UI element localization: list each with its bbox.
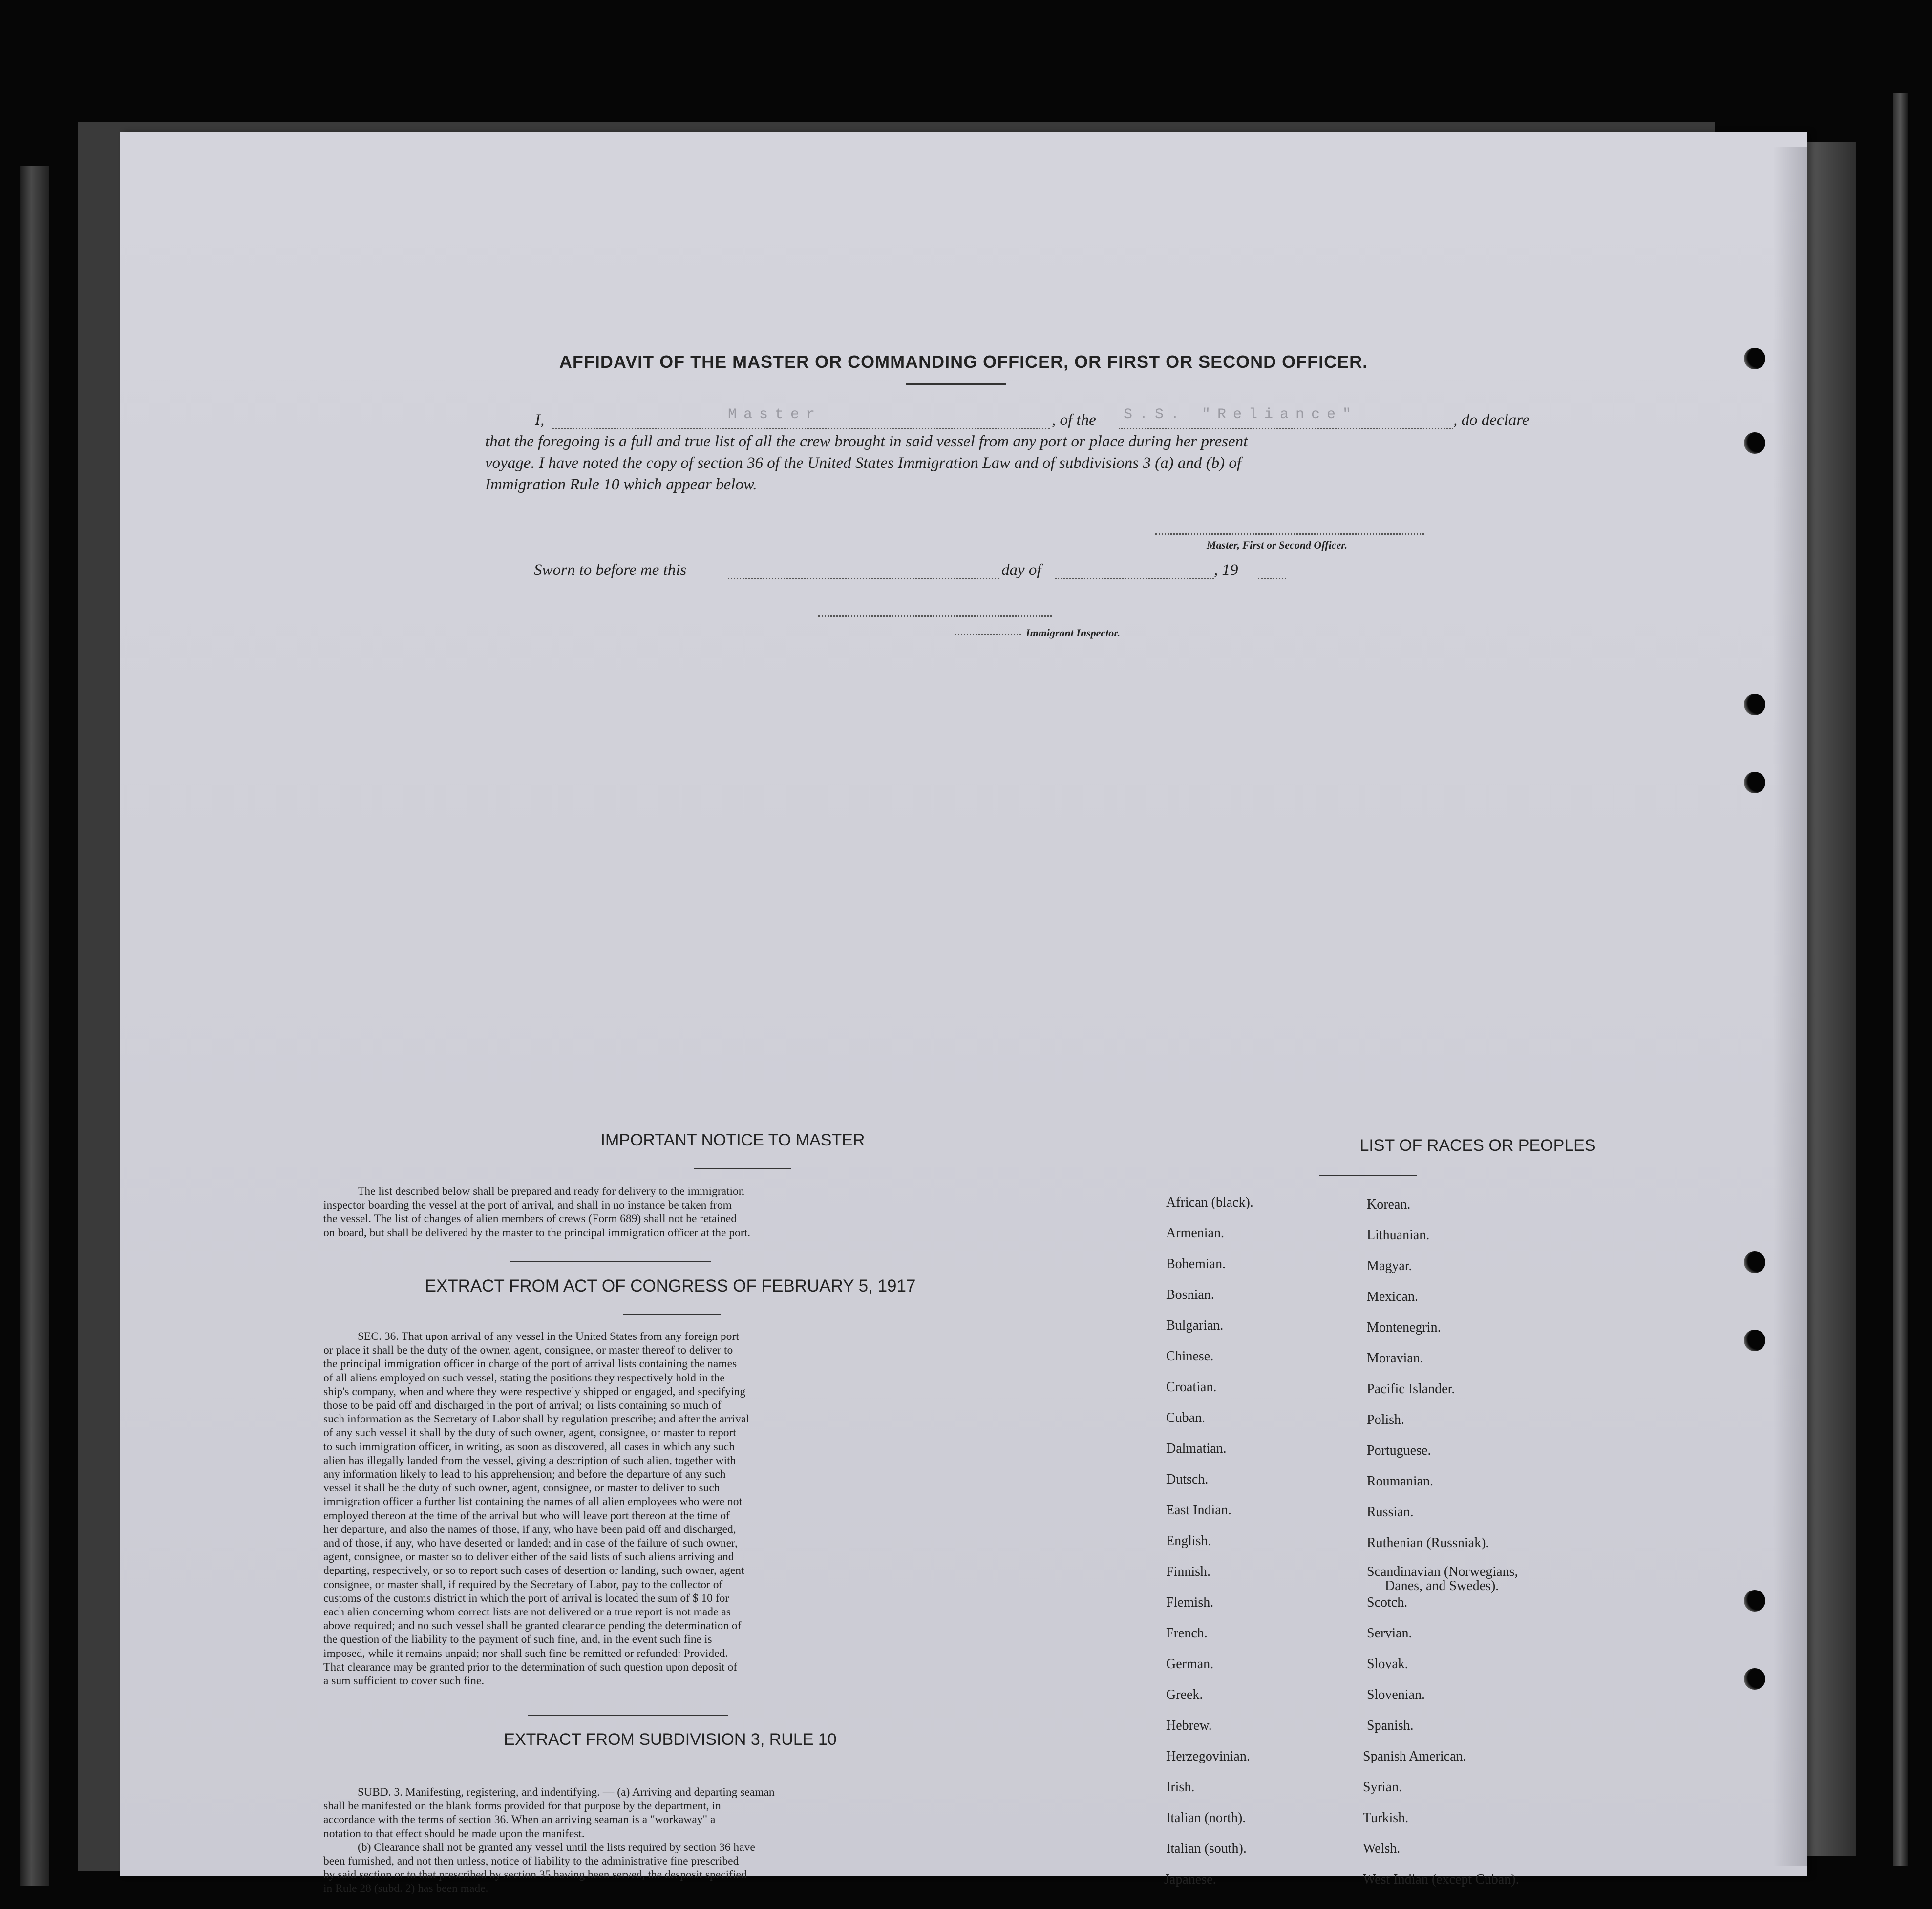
race-item: Slovak. [1367, 1656, 1408, 1672]
act-rule [623, 1314, 721, 1315]
act-heading: EXTRACT FROM ACT OF CONGRESS OF FEBRUARY 5, 1917 [425, 1276, 916, 1295]
act-line: SEC. 36. That upon arrival of any vessel in the United States from any foreign port [358, 1330, 739, 1343]
rule-line: shall be manifested on the blank forms provided for that purpose by the department, in [323, 1800, 721, 1813]
race-item: Scotch. [1367, 1595, 1408, 1610]
race-item: Korean. [1367, 1197, 1411, 1212]
inspector-caption: Immigrant Inspector. [1026, 627, 1121, 639]
race-item: Slovenian. [1367, 1687, 1425, 1702]
race-item: Italian (north). [1166, 1810, 1246, 1825]
race-item: Lithuanian. [1367, 1228, 1430, 1243]
race-item: Magyar. [1367, 1258, 1412, 1273]
affidavit-line-4: Immigration Rule 10 which appear below. [485, 476, 757, 493]
race-item: Russian. [1367, 1505, 1414, 1520]
rule-heading: EXTRACT FROM SUBDIVISION 3, RULE 10 [504, 1730, 837, 1749]
binder-hole [1744, 694, 1765, 715]
act-line: agent, consignee, or master so to deliver either of the said lists of such aliens arriving and [323, 1550, 734, 1564]
binder-hole [1744, 1668, 1765, 1690]
race-item: West Indian (except Cuban). [1363, 1872, 1519, 1887]
signature-caption: Master, First or Second Officer. [1207, 539, 1348, 551]
act-line: imposed, while it remains unpaid; nor shall such fine be remitted or refunded: Provided. [323, 1647, 728, 1660]
act-line: the principal immigration officer in charge of the port of arrival lists containing the names [323, 1358, 737, 1371]
race-item: Polish. [1367, 1412, 1405, 1427]
officer-name-line [552, 428, 1050, 429]
inspector-short-line [955, 634, 1021, 635]
act-line: any information likely to lead to his apprehension; and before the departure of any such [323, 1468, 726, 1481]
document-page [120, 132, 1807, 1895]
act-line: immigration officer a further list containing the names of all alien employees who were not [323, 1495, 743, 1508]
race-item: Dalmatian. [1166, 1441, 1227, 1456]
affidavit-line-3: voyage. I have noted the copy of section 36 of the United States Immigration Law and of subdivisions 3 (a) and (b) of [485, 454, 1242, 472]
race-item: Irish. [1166, 1780, 1195, 1795]
notice-line: on board, but shall be delivered by the master to the principal immigration officer at the port. [323, 1226, 751, 1239]
sworn-label: Sworn to before me this [534, 561, 687, 579]
sworn-day-line [728, 578, 999, 579]
race-item: Spanish American. [1363, 1749, 1466, 1764]
rule-line: SUBD. 3. Manifesting, registering, and indentifying. — (a) Arriving and departing seaman [358, 1786, 775, 1799]
race-item: Bohemian. [1166, 1256, 1226, 1272]
sworn-year-line [1258, 578, 1286, 579]
race-item: Greek. [1166, 1687, 1203, 1702]
race-item: Japanese. [1164, 1872, 1216, 1887]
race-item: Turkish. [1363, 1810, 1409, 1825]
race-item: Moravian. [1367, 1351, 1423, 1366]
act-line: her departure, and also the names of those, if any, who have been paid off and discharged, [323, 1523, 736, 1536]
rule-line: (b) Clearance shall not be granted any vessel until the lists required by section 36 have [358, 1841, 755, 1854]
rule-line: notation to that effect should be made upon the manifest. [323, 1827, 585, 1840]
race-item: Cuban. [1166, 1410, 1206, 1425]
year-prefix: , 19 [1214, 561, 1238, 579]
act-line: each alien concerning whom correct lists are not delivered or a true report is not made as [323, 1606, 731, 1619]
act-line: a sum sufficient to cover such fine. [323, 1675, 485, 1688]
act-line: those to be paid off and discharged in the port of arrival; or lists containing so much of [323, 1399, 722, 1412]
rule-paragraph [323, 1785, 1015, 1896]
act-line: alien has illegally landed from the vessel, giving a description of such alien, together with [323, 1454, 736, 1467]
act-line: vessel it shall be the duty of such owner, agent, consignee, or master to deliver to such [323, 1482, 720, 1495]
affidavit-i: I, [535, 411, 545, 429]
affidavit-line-2: that the foregoing is a full and true list of all the crew brought in said vessel from any port or place during her present [485, 433, 1248, 450]
rule-line: accordance with the terms of section 36. When an arriving seaman is a "workaway" a [323, 1813, 716, 1826]
race-item: Portuguese. [1367, 1443, 1431, 1458]
race-item: African (black). [1166, 1195, 1253, 1210]
race-item: Bulgarian. [1166, 1318, 1224, 1333]
race-item: Chinese. [1166, 1349, 1214, 1364]
act-line: the question of the liability to the payment of such fine, and, in the event such fine is [323, 1633, 712, 1646]
act-line: ship's company, when and where they were respectively shipped or engaged, and specifying [323, 1385, 746, 1398]
act-line: or place it shall be the duty of the owner, agent, consignee, or master thereof to deliver to [323, 1344, 733, 1357]
race-item: Herzegovinian. [1166, 1749, 1250, 1764]
notice-line: The list described below shall be prepared and ready for delivery to the immigration [358, 1185, 744, 1198]
act-line: employed thereon at the time of the arrival but who will leave port thereon at the time of [323, 1509, 730, 1522]
races-rule [1319, 1175, 1417, 1176]
race-item: German. [1166, 1656, 1214, 1672]
act-line: to such immigration officer, in writing, as soon as discovered, all cases in which any such [323, 1440, 735, 1453]
rule-line: by said section or to that prescribed by section 35 having been served, the desposit specified [323, 1868, 747, 1882]
race-item: Pacific Islander. [1367, 1381, 1455, 1397]
notice-paragraph [323, 1185, 1017, 1240]
notice-line: the vessel. The list of changes of alien members of crews (Form 689) shall not be retained [323, 1212, 737, 1226]
act-line: of any such vessel it shall by the duty of such owner, agent, consignee, or master to report [323, 1426, 736, 1440]
page-fold-shadow [1773, 147, 1807, 1866]
race-item: Montenegrin. [1367, 1320, 1441, 1335]
race-item: Bosnian. [1166, 1287, 1214, 1302]
notice-line: inspector boarding the vessel at the port of arrival, and shall in no instance be taken from [323, 1199, 732, 1212]
notice-heading: IMPORTANT NOTICE TO MASTER [600, 1131, 865, 1149]
race-item: Finnish. [1166, 1564, 1211, 1579]
race-item: Welsh. [1363, 1841, 1401, 1856]
act-paragraph [323, 1330, 1017, 1688]
rule-line: been furnished, and not then unless, notice of liability to the administrative fine prescribed [323, 1855, 739, 1868]
of-the-label: , of the [1052, 411, 1096, 429]
binder-hole [1744, 1251, 1765, 1273]
race-item: Flemish. [1166, 1595, 1214, 1610]
sworn-month-line [1055, 578, 1214, 579]
affidavit-title: AFFIDAVIT OF THE MASTER OR COMMANDING OFFICER, OR FIRST OR SECOND OFFICER. [559, 352, 1368, 372]
do-declare-label: , do declare [1453, 411, 1529, 429]
binder-hole [1744, 432, 1765, 454]
act-line: such information as the Secretary of Labor shall by regulation prescribe; and after the arrival [323, 1413, 749, 1426]
races-heading: LIST OF RACES OR PEOPLES [1359, 1136, 1596, 1155]
act-line: and of those, if any, who have deserted or landed; and in case of the failure of such owner, [323, 1537, 738, 1550]
notice-divider [510, 1261, 711, 1262]
race-item: Ruthenian (Russniak). [1367, 1535, 1489, 1550]
title-underline [906, 383, 1006, 385]
race-item: Syrian. [1363, 1780, 1402, 1795]
race-item: East Indian. [1166, 1503, 1231, 1518]
binder-hole [1744, 1590, 1765, 1612]
act-line: departing, respectively, or so to report such cases of desertion or landing, such owner, agent [323, 1564, 744, 1577]
officer-rank-typed: Master [728, 406, 822, 423]
act-divider [528, 1715, 728, 1716]
scan-edge-right [1893, 93, 1908, 1866]
race-item: English. [1166, 1533, 1211, 1548]
race-item: Italian (south). [1166, 1841, 1247, 1856]
race-item: Spanish. [1367, 1718, 1414, 1733]
binder-hole [1744, 772, 1765, 793]
act-line: consignee, or master shall, if required by the Secretary of Labor, pay to the collector of [323, 1578, 723, 1591]
race-item: Croatian. [1166, 1379, 1217, 1395]
race-item: Scandinavian (Norwegians, [1367, 1564, 1518, 1579]
day-of-label: day of [1001, 561, 1041, 579]
binder-hole [1744, 1330, 1765, 1351]
race-item: Armenian. [1166, 1226, 1224, 1241]
act-line: of all aliens employed on such vessel, stating the positions they respectively hold in the [323, 1371, 725, 1384]
vessel-name-typed: S.S. "Reliance" [1124, 406, 1359, 423]
act-line: above required; and no such vessel shall be granted clearance pending the determination of [323, 1619, 742, 1633]
race-item: French. [1166, 1626, 1208, 1641]
act-line: That clearance may be granted prior to the determination of such question upon deposit of [323, 1660, 738, 1674]
rule-line: in Rule 28 (subd. 2) has been made. [323, 1882, 488, 1895]
race-item: Dutsch. [1166, 1472, 1209, 1487]
race-item-continuation: Danes, and Swedes). [1385, 1578, 1499, 1593]
inspector-signature-line [818, 615, 1052, 617]
race-item: Roumanian. [1367, 1474, 1434, 1489]
vessel-name-line [1119, 428, 1453, 429]
act-line: customs of the customs district in which the port of arrival is located the sum of $ 10 for [323, 1591, 729, 1605]
race-item: Servian. [1367, 1626, 1412, 1641]
notice-rule [694, 1168, 791, 1169]
signature-line [1155, 533, 1424, 535]
race-item: Hebrew. [1166, 1718, 1212, 1733]
race-item: Mexican. [1367, 1289, 1418, 1304]
scan-edge-left [20, 166, 49, 1886]
